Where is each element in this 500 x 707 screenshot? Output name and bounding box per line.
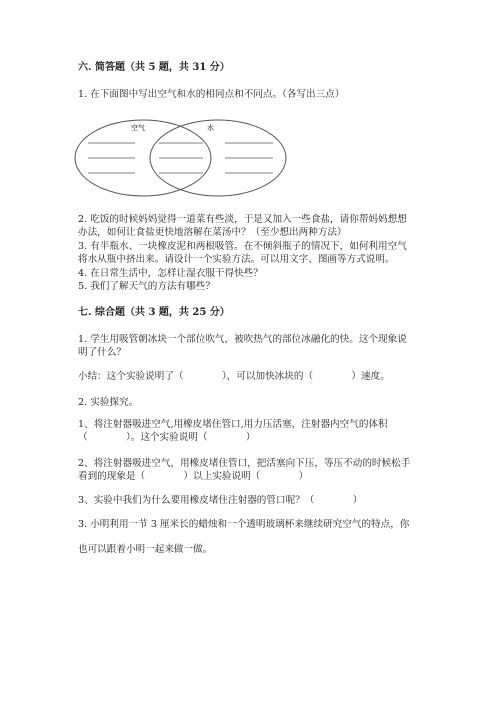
- venn-answer-lines: [88, 143, 273, 173]
- q6-3-line2: 将水从瓶中挤出来。请设计一个实验方法。可以用文字、图画等方式说明。: [78, 254, 395, 265]
- q7-3-line2: 也可以跟着小明一起来做一做。: [78, 544, 213, 555]
- q7-2-3-text: 3、实验中我们为什么要用橡皮堵住注射器的管口呢？（ ）: [78, 495, 363, 506]
- q7-2-2-line1: 2、将注射器吸进空气，用橡皮堵住管口，把活塞向下压，等压不动的时候松手: [78, 458, 411, 469]
- q7-2-2-line2: 看到的现象是（ ）以上实验说明（ ）: [78, 471, 309, 482]
- q6-3-line1: 3. 有半瓶水、一块橡皮泥和两根吸管。在不倾斜瓶子的情况下，如何利用空气: [78, 241, 407, 252]
- q6-4-text: 4. 在日常生活中，怎样让湿衣服干得快些？: [78, 268, 263, 279]
- q7-2-1-line2: （ ）。这个实验说明（ ）: [78, 432, 256, 443]
- section6-heading: 六. 简答题（共 5 题，共 31 分）: [78, 62, 230, 73]
- section7-heading: 七. 综合题（共 3 题，共 25 分）: [78, 307, 230, 318]
- venn-right-label: 水: [207, 124, 214, 132]
- q6-2-line2: 办法，如何让食盐更快地溶解在菜汤中？（至少想出两种方法）: [78, 227, 347, 238]
- q6-2-line1: 2. 吃饭的时候妈妈觉得一道菜有些淡，于是又加入一些食盐，请你帮妈妈想想: [78, 214, 407, 225]
- q7-1-summary: 小结：这个实验说明了（ ），可以加快冰块的（ ）速度。: [78, 371, 390, 382]
- venn-left-label: 空气: [131, 124, 145, 132]
- q7-2-text: 2. 实验探究。: [78, 397, 139, 408]
- q7-2-1-line1: 1、将注射器吸进空气,用橡皮堵住管口,用力压活塞，注射器内空气的体积: [78, 419, 388, 430]
- q7-1-line1: 1. 学生用吸管朝冰块一个部位吹气，被吹热气的部位冰融化的快。这个现象说: [78, 334, 407, 345]
- q6-1-text: 1. 在下面图中写出空气和水的相同点和不同点。（各写出三点）: [78, 89, 345, 100]
- q6-5-text: 5. 我们了解天气的方法有哪些？: [78, 281, 215, 292]
- q7-1-line2: 明了什么？: [78, 347, 126, 358]
- venn-diagram: [73, 118, 288, 198]
- q7-3-line1: 3. 小明利用一节 3 厘米长的蜡烛和一个透明玻璃杯来继续研究空气的特点，你: [78, 519, 410, 530]
